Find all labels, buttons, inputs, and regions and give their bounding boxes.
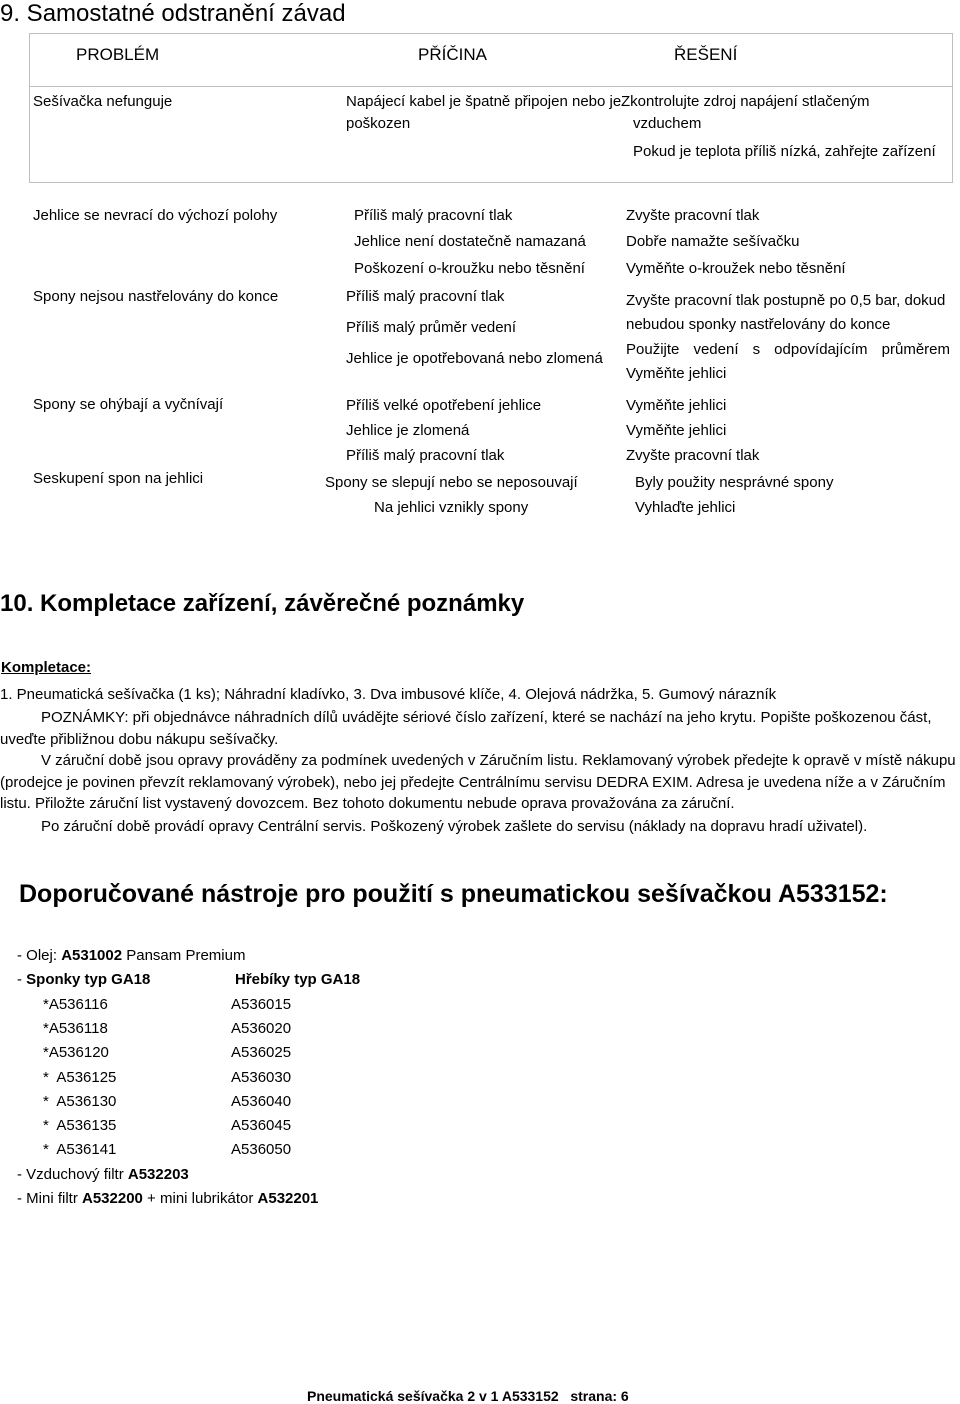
note2-line1: V záruční době jsou opravy prováděny za podmínek uvedených v Záručním listu. Reklamovaný výrobek předejte k opravě v místě nákupu — [41, 752, 956, 769]
header-problem: PROBLÉM — [76, 45, 160, 64]
staple-code: *A536118 — [43, 1020, 108, 1037]
header-cause: PŘÍČINA — [418, 45, 487, 64]
row4-cause-line3: Příliš malý pracovní tlak — [346, 447, 505, 464]
row4-cause-line1: Příliš velké opotřebení jehlice — [346, 397, 542, 414]
nail-code: A536045 — [231, 1117, 292, 1134]
row4-cause-line2: Jehlice je zlomená — [346, 422, 470, 439]
section-title-completion: 10. Kompletace zařízení, závěrečné poznámky — [0, 590, 525, 617]
row3-cause-line3: Jehlice je opotřebovaná nebo zlomená — [346, 350, 603, 367]
air-filter-prefix: - Vzduchový filtr — [17, 1166, 128, 1183]
section-title-troubleshooting: 9. Samostatné odstranění závad — [0, 0, 346, 27]
staples-dash: - — [17, 971, 27, 988]
oil-prefix: - Olej: — [17, 947, 62, 964]
nail-code: A536015 — [231, 996, 292, 1013]
row5-cause-line1: Spony se slepují nebo se neposouvají — [325, 474, 578, 491]
row5-solution-line2: Vyhlaďte jehlici — [635, 499, 736, 516]
table-header-box — [29, 33, 953, 87]
staple-code: * A536135 — [43, 1117, 117, 1134]
staple-code: * A536141 — [43, 1141, 117, 1158]
row1-solution-line1: Zkontrolujte zdroj napájení stlačeným — [621, 93, 870, 110]
row3-solution-line4: Vyměňte jehlici — [626, 365, 727, 382]
nail-code: A536020 — [231, 1020, 292, 1037]
row4-problem: Spony se ohýbají a vyčnívají — [33, 396, 224, 413]
row2-cause-line1: Příliš malý pracovní tlak — [354, 207, 513, 224]
oil-suffix: Pansam Premium — [122, 947, 246, 964]
staple-code: *A536120 — [43, 1044, 109, 1061]
tools-title: Doporučované nástroje pro použití s pneumatickou sešívačkou A533152: — [19, 880, 888, 908]
row1-solution-line3: Pokud je teplota příliš nízká, zahřejte zařízení — [633, 143, 936, 160]
row3-cause-line2: Příliš malý průměr vedení — [346, 319, 517, 336]
row2-cause-line2: Jehlice není dostatečně namazaná — [354, 233, 586, 250]
nail-code: A536030 — [231, 1069, 292, 1086]
row1-cause-line1: Napájecí kabel je špatně připojen nebo je — [346, 93, 622, 110]
mini-filter-prefix: - Mini filtr — [17, 1190, 82, 1207]
row2-solution-line3: Vyměňte o-kroužek nebo těsnění — [626, 260, 846, 277]
air-filter-code: A532203 — [127, 1166, 189, 1183]
row3-solution-line2: nebudou sponky nastřelovány do konce — [626, 316, 891, 333]
kompletace-line: 1. Pneumatická sešívačka (1 ks); Náhradní kladívko, 3. Dva imbusové klíče, 4. Olejová nádržka, 5. Gumový nárazník — [0, 686, 777, 703]
staple-code: * A536130 — [43, 1093, 117, 1110]
kompletace-label: Kompletace: — [1, 659, 92, 676]
row3-problem: Spony nejsou nastřelovány do konce — [33, 288, 279, 305]
header-solution: ŘEŠENÍ — [674, 45, 738, 64]
note2-line2: (prodejce je povinen převzít reklamovaný výrobek), nebo jej předejte Centrálnímu servisu DEDRA EXIM. Adresa je uvedena níže a v Záručním — [0, 774, 946, 791]
mini-lubricator-code: A532201 — [257, 1190, 319, 1207]
row5-cause-line2: Na jehlici vznikly spony — [374, 499, 529, 516]
row5-problem: Seskupení spon na jehlici — [33, 470, 204, 487]
row1-problem: Sešívačka nefunguje — [33, 93, 173, 110]
note3: Po záruční době provádí opravy Centrální servis. Poškozený výrobek zašlete do servisu (náklady na dopravu hradí uživatel). — [41, 818, 868, 835]
nail-code: A536050 — [231, 1141, 292, 1158]
row2-problem: Jehlice se nevrací do výchozí polohy — [33, 207, 278, 224]
staple-code: * A536125 — [43, 1069, 117, 1086]
mini-lubricator-prefix: + mini lubrikátor — [142, 1190, 258, 1207]
note1-line1: POZNÁMKY: při objednávce náhradních dílů uvádějte sériové číslo zařízení, které se nachází na jeho krytu. Popište poškozenou část, — [41, 709, 932, 726]
mini-filter-code: A532200 — [82, 1190, 143, 1207]
row3-solution-line3: Použijte vedení s odpovídajícím průměrem — [626, 341, 950, 358]
mini-filter-line — [17, 1190, 318, 1208]
nail-code: A536025 — [231, 1044, 292, 1061]
row4-solution-line1: Vyměňte jehlici — [626, 397, 727, 414]
staple-code: *A536116 — [43, 996, 108, 1013]
row1-solution-line2: vzduchem — [633, 115, 702, 132]
row3-solution-line1: Zvyšte pracovní tlak postupně po 0,5 bar, dokud — [626, 292, 946, 309]
row4-solution-line3: Zvyšte pracovní tlak — [626, 447, 760, 464]
nail-code: A536040 — [231, 1093, 292, 1110]
air-filter-line — [17, 1166, 189, 1184]
row2-solution-line1: Zvyšte pracovní tlak — [626, 207, 760, 224]
oil-code: A531002 — [61, 947, 123, 964]
row1-cause-line2: poškozen — [346, 115, 411, 132]
staples-header — [17, 971, 150, 989]
nails-label: Hřebíky typ GA18 — [235, 971, 361, 988]
row4-solution-line2: Vyměňte jehlici — [626, 422, 727, 439]
row2-cause-line3: Poškození o-kroužku nebo těsnění — [354, 260, 585, 277]
oil-line — [17, 947, 245, 965]
row2-solution-line2: Dobře namažte sešívačku — [626, 233, 800, 250]
page-footer: Pneumatická sešívačka 2 v 1 A533152 strana: 6 — [307, 1388, 629, 1404]
note1-line2: uveďte přibližnou dobu nákupu sešívačky. — [0, 731, 279, 748]
row5-solution-line1: Byly použity nesprávné spony — [635, 474, 834, 491]
row3-cause-line1: Příliš malý pracovní tlak — [346, 288, 505, 305]
staples-label: Sponky typ GA18 — [26, 971, 151, 988]
note2-line3: listu. Přiložte záruční list vystavený dovozcem. Bez tohoto dokumentu nebude oprava provažována za záruční. — [0, 795, 735, 812]
